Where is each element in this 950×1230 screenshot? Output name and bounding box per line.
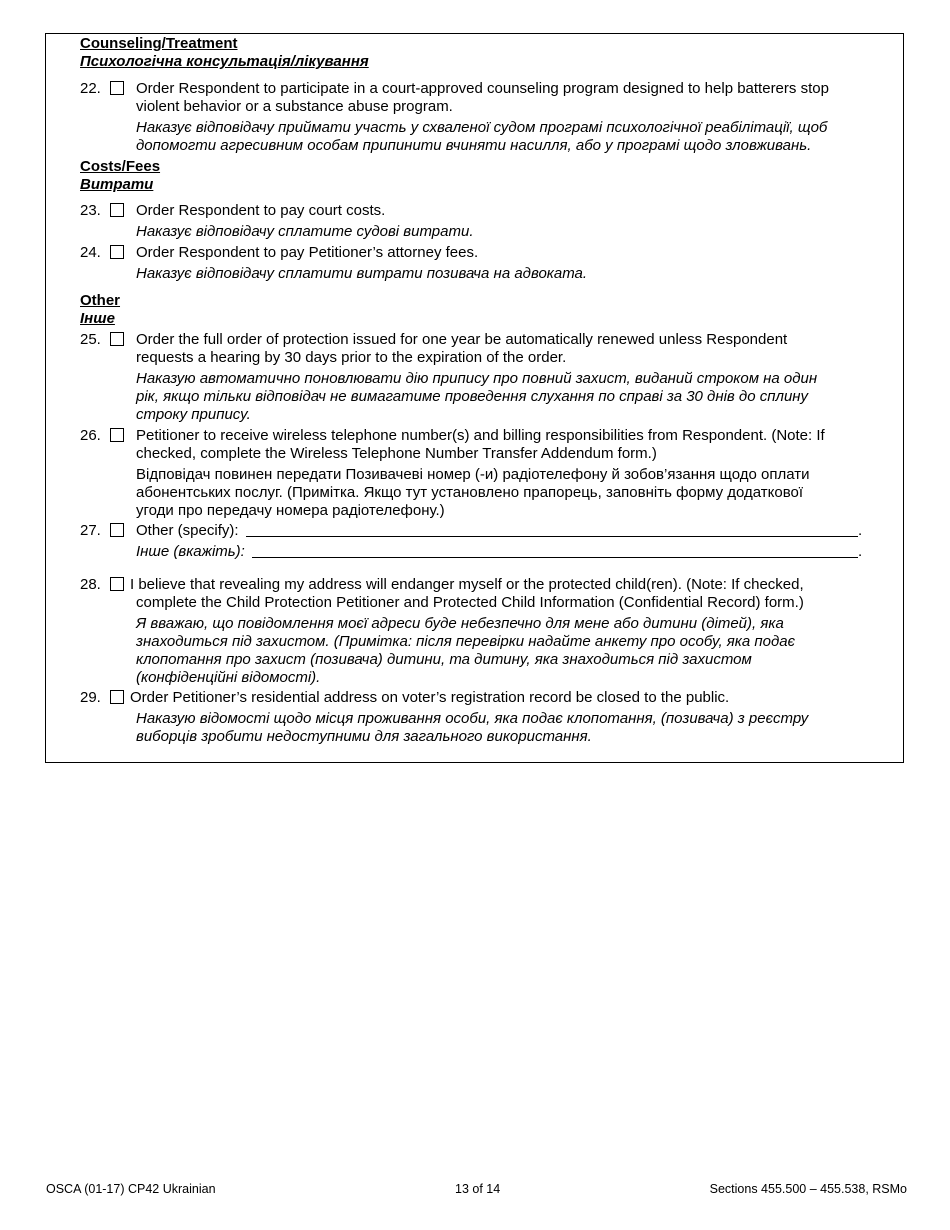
- item-27-checkbox[interactable]: [110, 523, 124, 537]
- item-28-text-uk: Я вважаю, що повідомлення моєї адреси буде небезпечно для мене або дитини (дітей), яка: [136, 615, 784, 632]
- section-heading-counseling-uk: Психологічна консультація/лікування: [80, 53, 369, 70]
- item-22-text-uk: Наказує відповідачу приймати участь у схваленої судом програмі психологічної реабілітації, щоб: [136, 119, 828, 136]
- item-25-checkbox[interactable]: [110, 332, 124, 346]
- item-22-text: violent behavior or a substance abuse program.: [136, 98, 453, 115]
- item-26-text: Petitioner to receive wireless telephone number(s) and billing responsibilities from Respondent. (Note: If: [136, 427, 825, 444]
- item-29-text-uk: Наказую відомості щодо місця проживання особи, яка подає клопотання, (позивача) з реєстру: [136, 710, 809, 727]
- item-24-text: Order Respondent to pay Petitioner’s attorney fees.: [136, 244, 479, 261]
- item-29-text-uk: виборців зробити недоступними для загального використання.: [136, 728, 592, 745]
- item-23-checkbox[interactable]: [110, 203, 124, 217]
- item-number: 28.: [80, 576, 101, 593]
- item-27-specify-line-uk[interactable]: [252, 544, 858, 558]
- item-25-text-uk: строку припису.: [136, 406, 251, 423]
- item-number: 23.: [80, 202, 101, 219]
- item-28-text-uk: клопотання про захист (позивача) дитини, та дитину, яка знаходиться під захистом: [136, 651, 752, 668]
- item-22-text: Order Respondent to participate in a court-approved counseling program designed to help batterers stop: [136, 80, 829, 97]
- item-28-text: I believe that revealing my address will endanger myself or the protected child(ren). (Note: If checked,: [130, 576, 804, 593]
- item-25-text: Order the full order of protection issued for one year be automatically renewed unless Respondent: [136, 331, 788, 348]
- item-29-text: Order Petitioner’s residential address on voter’s registration record be closed to the public.: [130, 689, 730, 706]
- item-26-text-uk: абонентських послуг. (Примітка. Якщо тут установлено прапорець, заповніть форму додаткової: [136, 484, 804, 501]
- item-27-period: .: [858, 522, 863, 539]
- item-number: 27.: [80, 522, 101, 539]
- item-28-checkbox[interactable]: [110, 577, 124, 591]
- item-25-text-uk: Наказую автоматично поновлювати дію припису про повний захист, виданий строком на один: [136, 370, 818, 387]
- item-26-checkbox[interactable]: [110, 428, 124, 442]
- footer-page-number: 13 of 14: [455, 1182, 501, 1196]
- section-heading-counseling: Counseling/Treatment: [80, 35, 238, 52]
- footer-statute-sections: Sections 455.500 – 455.538, RSMo: [709, 1182, 907, 1196]
- item-26-text-uk: Відповідач повинен передати Позивачеві номер (-и) радіотелефону й зобов’язання щодо оплати: [136, 466, 810, 483]
- item-28-text-uk: (конфіденційні відомості).: [136, 669, 321, 686]
- item-22-checkbox[interactable]: [110, 81, 124, 95]
- section-heading-costs-uk: Витрати: [80, 176, 154, 193]
- footer-form-id: OSCA (01-17) CP42 Ukrainian: [46, 1182, 216, 1196]
- item-28-text-uk: знаходиться під захистом. (Примітка: після перевірки надайте анкету про особу, яка подає: [136, 633, 796, 650]
- item-27-label-uk: Інше (вкажіть):: [136, 543, 245, 560]
- item-number: 25.: [80, 331, 101, 348]
- item-23-text: Order Respondent to pay court costs.: [136, 202, 386, 219]
- section-heading-other-uk: Інше: [80, 310, 115, 327]
- item-26-text: checked, complete the Wireless Telephone Number Transfer Addendum form.): [136, 445, 657, 462]
- item-26-text-uk: угоди про передачу номера радіотелефону.): [136, 502, 445, 519]
- item-27-period-uk: .: [858, 543, 863, 560]
- item-22-text-uk: допомогти агресивним особам припинити вчиняти насилля, або у програмі щодо зловживань.: [136, 137, 812, 154]
- item-number: 22.: [80, 80, 101, 97]
- item-23-text-uk: Наказує відповідачу сплатите судові витрати.: [136, 223, 474, 240]
- item-29-checkbox[interactable]: [110, 690, 124, 704]
- item-28-text: complete the Child Protection Petitioner and Protected Child Information (Confidential Record) form.): [136, 594, 804, 611]
- section-heading-other: Other: [80, 292, 121, 309]
- item-27-specify-line[interactable]: [246, 523, 858, 537]
- item-number: 24.: [80, 244, 101, 261]
- section-heading-costs: Costs/Fees: [80, 158, 161, 175]
- item-25-text: requests a hearing by 30 days prior to the expiration of the order.: [136, 349, 567, 366]
- item-24-text-uk: Наказує відповідачу сплатити витрати позивача на адвоката.: [136, 265, 588, 282]
- item-number: 26.: [80, 427, 101, 444]
- item-24-checkbox[interactable]: [110, 245, 124, 259]
- item-27-label: Other (specify):: [136, 522, 239, 539]
- item-number: 29.: [80, 689, 101, 706]
- item-25-text-uk: рік, якщо тільки відповідач не вимагатиме проведення слухання по справі за 30 днів до сплину: [136, 388, 809, 405]
